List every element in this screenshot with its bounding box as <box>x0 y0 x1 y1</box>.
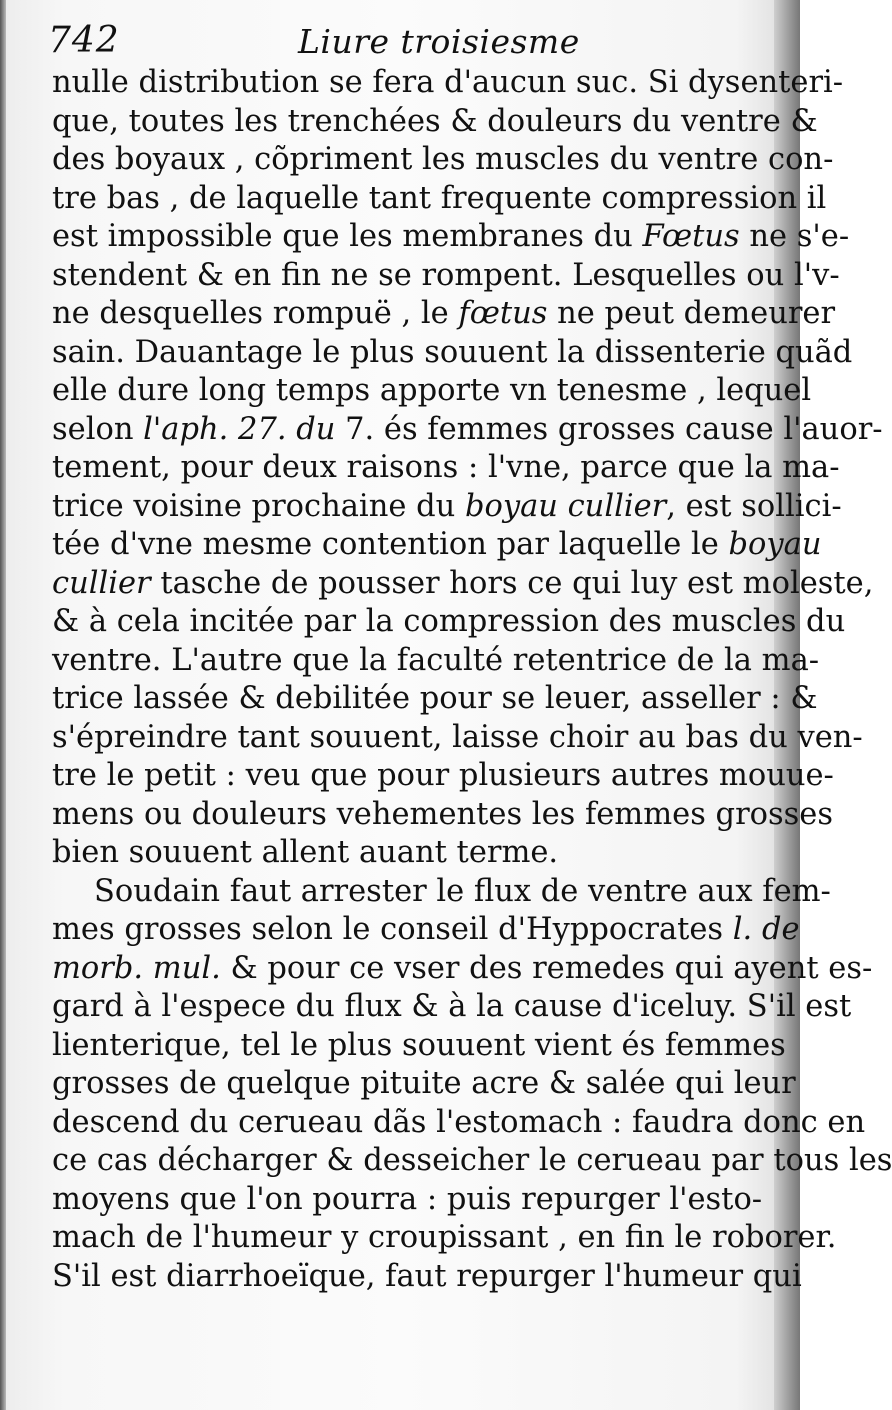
text-segment: ce cas décharger & desseicher le cerueau par tous les <box>52 1143 892 1178</box>
text-line <box>52 257 840 296</box>
text-line <box>52 603 846 642</box>
page-left-edge <box>0 0 6 1410</box>
text-segment: trice voisine prochaine du <box>52 488 465 524</box>
page-number: 742 <box>48 20 120 61</box>
page-header <box>48 14 748 64</box>
text-segment: stendent & en fin ne se rompent. Lesquelles ou l'v- <box>52 257 840 293</box>
text-line <box>52 1219 837 1258</box>
text-segment: s'épreindre tant souuent, laisse choir au bas du ven- <box>52 719 863 755</box>
text-line <box>52 950 873 989</box>
text-line <box>52 1258 802 1297</box>
text-segment: ne peut demeurer <box>547 296 836 331</box>
italic-segment: l. de <box>732 912 800 947</box>
text-segment: Soudain faut arrester le flux de ventre aux fem- <box>94 873 831 909</box>
text-line <box>52 565 874 604</box>
text-segment: descend du cerueau dãs l'estomach : faudra donc en <box>52 1104 866 1140</box>
text-segment: mens ou douleurs vehementes les femmes grosses <box>52 796 834 832</box>
text-line <box>52 103 818 142</box>
text-line <box>52 1104 866 1143</box>
text-line <box>52 911 800 950</box>
text-segment: mes grosses selon le conseil d'Hyppocrates <box>52 912 733 947</box>
text-segment: est impossible que les membranes du <box>52 219 643 254</box>
italic-segment: morb. mul. <box>52 950 221 986</box>
running-title: Liure troisiesme <box>298 22 580 61</box>
text-segment: que, toutes les trenchées & douleurs du ventre & <box>52 103 818 139</box>
italic-segment: fœtus <box>458 296 548 331</box>
text-line <box>52 526 822 565</box>
body-text <box>52 64 892 1296</box>
text-line <box>52 372 812 411</box>
text-segment: & pour ce vser des remedes qui ayent es- <box>220 950 873 986</box>
text-line <box>52 873 831 912</box>
text-line <box>52 180 827 219</box>
text-line <box>52 334 853 373</box>
text-line <box>52 680 818 719</box>
text-segment: selon <box>52 411 144 447</box>
text-segment: mach de l'humeur y croupissant , en fin le roborer. <box>52 1220 837 1255</box>
italic-segment: boyau <box>728 527 822 562</box>
text-segment: ne desquelles rompuë , le <box>52 296 459 331</box>
text-segment: lienterique, tel le plus souuent vient és femmes <box>52 1027 786 1063</box>
text-line <box>52 1027 786 1066</box>
italic-segment: boyau cullier <box>464 488 667 524</box>
text-segment: sain. Dauantage le plus souuent la dissenterie quãd <box>52 334 853 370</box>
text-segment: nulle distribution se fera d'aucun suc. Si dysenteri- <box>52 65 844 100</box>
text-line <box>52 757 834 796</box>
text-line <box>52 642 820 681</box>
text-segment: moyens que l'on pourra : puis repurger l'esto- <box>52 1181 763 1217</box>
text-segment: trice lassée & debilitée pour se leuer, asseller : & <box>52 681 818 716</box>
text-line <box>52 1065 796 1104</box>
italic-segment: Fœtus <box>642 219 740 254</box>
text-segment: , est sollici- <box>666 488 842 524</box>
text-segment: bien souuent allent auant terme. <box>52 835 559 870</box>
italic-segment: l'aph. 27. du <box>143 411 336 447</box>
text-segment: ne s'e- <box>739 219 850 254</box>
text-line <box>52 295 836 334</box>
text-segment: gard à l'espece du flux & à la cause d'iceluy. S'il est <box>52 989 852 1024</box>
text-segment: des boyaux , cõpriment les muscles du ventre con- <box>52 142 834 177</box>
text-line <box>52 411 883 450</box>
text-segment: tement, pour deux raisons : l'vne, parce que la ma- <box>52 450 840 485</box>
text-segment: & à cela incitée par la compression des muscles du <box>52 604 846 639</box>
text-line <box>52 64 844 103</box>
italic-segment: cullier <box>52 565 151 601</box>
text-segment: ventre. L'autre que la faculté retentrice de la ma- <box>52 642 820 678</box>
text-line <box>52 449 840 488</box>
text-segment: tasche de pousser hors ce qui luy est moleste, <box>150 565 874 601</box>
text-segment: elle dure long temps apporte vn tenesme , lequel <box>52 373 812 408</box>
text-segment: 7. és femmes grosses cause l'auor- <box>335 411 883 447</box>
text-segment: grosses de quelque pituite acre & salée qui leur <box>52 1066 796 1101</box>
text-segment: tée d'vne mesme contention par laquelle le <box>52 527 729 562</box>
text-line <box>52 1142 892 1181</box>
text-line <box>52 488 842 527</box>
text-line <box>52 1181 763 1220</box>
text-segment: tre le petit : veu que pour plusieurs autres mouue- <box>52 758 834 793</box>
text-segment: S'il est diarrhoeïque, faut repurger l'humeur qui <box>52 1258 802 1294</box>
text-line <box>52 719 863 758</box>
text-line <box>52 141 834 180</box>
text-line <box>52 988 852 1027</box>
text-line <box>52 834 758 873</box>
text-line <box>52 796 834 835</box>
text-segment: tre bas , de laquelle tant frequente compression il <box>52 180 827 216</box>
text-line <box>52 218 850 257</box>
